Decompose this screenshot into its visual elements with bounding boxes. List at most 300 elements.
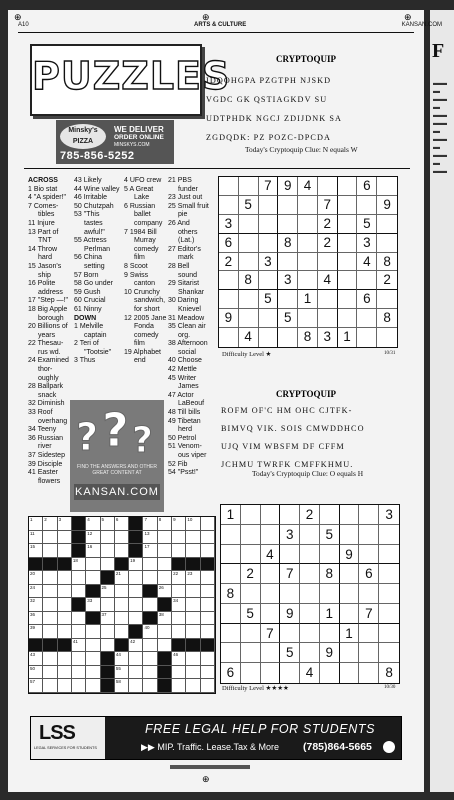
sudoku-cell[interactable] [300,525,320,545]
crossword-cell[interactable] [43,531,57,545]
crossword-cell[interactable] [129,612,143,626]
minskys-ad[interactable] [56,120,174,164]
crossword-cell[interactable] [172,585,186,599]
sudoku-cell[interactable] [280,545,300,565]
sudoku-cell[interactable] [379,525,399,545]
sudoku-cell[interactable] [320,584,340,604]
sudoku-cell[interactable]: 9 [377,196,397,215]
sudoku-cell[interactable] [278,290,298,309]
crossword-cell[interactable] [143,531,157,545]
crossword-cell[interactable] [101,625,115,639]
crossword-cell[interactable] [186,652,200,666]
sudoku-cell[interactable] [298,234,318,253]
crossword-cell[interactable] [29,585,43,599]
sudoku-cell[interactable] [261,525,281,545]
crossword-cell[interactable] [43,571,57,585]
sudoku-cell[interactable] [338,177,358,196]
crossword-cell[interactable] [86,598,100,612]
sudoku-cell[interactable]: 6 [221,663,241,683]
sudoku-cell[interactable] [298,215,318,234]
crossword-cell[interactable] [186,598,200,612]
crossword-cell[interactable] [201,666,215,680]
crossword-cell[interactable] [186,544,200,558]
sudoku-cell[interactable]: 7 [259,177,279,196]
sudoku-cell[interactable] [278,215,298,234]
sudoku-cell[interactable]: 5 [278,309,298,328]
sudoku-cell[interactable] [377,328,397,347]
sudoku-cell[interactable] [300,584,320,604]
sudoku-cell[interactable]: 8 [385,665,393,681]
crossword-cell[interactable] [72,652,86,666]
crossword-cell[interactable] [201,598,215,612]
sudoku-cell[interactable] [298,196,318,215]
sudoku-cell[interactable]: 9 [280,604,300,624]
crossword-cell[interactable] [43,612,57,626]
crossword-cell[interactable] [186,517,200,531]
crossword-cell[interactable] [58,666,72,680]
sudoku-cell[interactable] [340,564,360,584]
crossword-cell[interactable] [186,666,200,680]
sudoku-cell[interactable]: 8 [221,584,241,604]
sudoku-cell[interactable]: 2 [318,215,338,234]
sudoku-cell[interactable] [239,177,259,196]
kansan-ad[interactable] [70,400,164,512]
crossword-cell[interactable] [158,558,172,572]
crossword-cell[interactable] [72,558,86,572]
sudoku-cell[interactable] [241,525,261,545]
sudoku-cell[interactable] [298,271,318,290]
sudoku-cell[interactable] [278,328,298,347]
sudoku-cell[interactable]: 4 [357,253,377,272]
sudoku-cell[interactable]: 3 [280,525,300,545]
sudoku-cell[interactable] [261,564,281,584]
sudoku-cell[interactable] [259,215,279,234]
crossword-cell[interactable] [143,598,157,612]
crossword-cell[interactable] [29,625,43,639]
sudoku-cell[interactable] [340,663,360,683]
crossword-cell[interactable] [29,544,43,558]
crossword-cell[interactable] [115,544,129,558]
sudoku-cell[interactable] [278,253,298,272]
crossword-cell[interactable] [58,625,72,639]
crossword-cell[interactable] [115,625,129,639]
crossword-cell[interactable] [172,612,186,626]
sudoku-cell[interactable]: 7 [359,604,379,624]
crossword-cell[interactable] [43,679,57,693]
crossword-cell[interactable] [58,531,72,545]
sudoku-cell[interactable]: 8 [239,271,259,290]
crossword-cell[interactable] [29,679,43,693]
sudoku-cell[interactable] [221,643,241,663]
crossword-cell[interactable] [86,679,100,693]
crossword-cell[interactable] [72,625,86,639]
crossword-cell[interactable] [158,585,172,599]
sudoku-cell[interactable]: 3 [379,505,399,525]
crossword-cell[interactable] [86,652,100,666]
sudoku-cell[interactable]: 1 [340,624,360,644]
crossword-cell[interactable] [58,652,72,666]
sudoku-cell[interactable]: 5 [259,290,279,309]
sudoku-cell[interactable] [359,505,379,525]
crossword-cell[interactable] [143,517,157,531]
sudoku-cell[interactable] [377,234,397,253]
crossword-cell[interactable] [172,666,186,680]
sudoku-cell[interactable]: 2 [377,271,397,290]
crossword-cell[interactable] [201,652,215,666]
crossword-cell[interactable] [101,612,115,626]
crossword-cell[interactable] [201,571,215,585]
crossword-cell[interactable] [58,544,72,558]
sudoku-cell[interactable] [318,177,338,196]
sudoku-cell[interactable] [338,234,358,253]
sudoku-cell[interactable] [261,505,281,525]
crossword-cell[interactable] [101,517,115,531]
sudoku-cell[interactable] [280,624,300,644]
crossword-cell[interactable] [201,544,215,558]
sudoku-cell[interactable]: 3 [357,234,377,253]
sudoku-cell[interactable] [280,663,300,683]
crossword-cell[interactable] [129,666,143,680]
sudoku-cell[interactable] [320,624,340,644]
crossword-cell[interactable] [172,544,186,558]
sudoku-cell[interactable]: 5 [357,215,377,234]
crossword-cell[interactable] [143,625,157,639]
crossword-cell[interactable] [115,666,129,680]
crossword-cell[interactable] [43,625,57,639]
sudoku-cell[interactable] [357,271,377,290]
crossword-cell[interactable] [158,517,172,531]
crossword-cell[interactable] [29,652,43,666]
sudoku-cell[interactable] [239,215,259,234]
ad-site-link[interactable]: KANSAN.COM [75,486,159,498]
crossword-cell[interactable] [29,612,43,626]
sudoku-cell[interactable]: 8 [298,328,318,347]
sudoku-cell[interactable] [261,604,281,624]
sudoku-cell[interactable]: 4 [318,271,338,290]
sudoku-cell[interactable] [357,328,377,347]
sudoku-cell[interactable] [340,604,360,624]
crossword-cell[interactable] [29,531,43,545]
crossword-cell[interactable] [58,585,72,599]
sudoku-cell[interactable] [359,624,379,644]
sudoku-cell[interactable] [359,525,379,545]
sudoku-cell[interactable] [259,271,279,290]
sudoku-cell[interactable] [219,290,239,309]
sudoku-cell[interactable]: 7 [280,564,300,584]
crossword-cell[interactable] [158,531,172,545]
sudoku-cell[interactable]: 2 [318,234,338,253]
crossword-cell[interactable] [101,544,115,558]
sudoku-cell[interactable]: 5 [280,643,300,663]
crossword-cell[interactable] [115,585,129,599]
crossword-cell[interactable] [186,679,200,693]
sudoku-cell[interactable] [219,196,239,215]
sudoku-cell[interactable]: 1 [338,328,358,347]
crossword-cell[interactable] [143,679,157,693]
crossword-cell[interactable] [129,585,143,599]
crossword-cell[interactable] [172,571,186,585]
sudoku-cell[interactable] [241,505,261,525]
sudoku-cell[interactable] [359,584,379,604]
sudoku-cell[interactable] [357,309,377,328]
sudoku-cell[interactable] [221,525,241,545]
crossword-cell[interactable] [58,612,72,626]
sudoku-cell[interactable] [259,234,279,253]
sudoku-cell[interactable] [259,309,279,328]
crossword-cell[interactable] [172,625,186,639]
sudoku-cell[interactable] [259,196,279,215]
crossword-cell[interactable] [172,531,186,545]
crossword-cell[interactable] [115,612,129,626]
sudoku-cell[interactable] [300,564,320,584]
sudoku-cell[interactable]: 4 [239,328,259,347]
crossword-cell[interactable] [101,558,115,572]
sudoku-cell[interactable] [338,253,358,272]
sudoku-cell[interactable]: 9 [320,643,340,663]
crossword-cell[interactable] [158,625,172,639]
crossword-cell[interactable] [43,517,57,531]
sudoku-cell[interactable] [239,253,259,272]
sudoku-cell[interactable] [241,584,261,604]
sudoku-cell[interactable] [338,290,358,309]
crossword-cell[interactable] [86,544,100,558]
sudoku-cell[interactable]: 2 [241,564,261,584]
crossword-cell[interactable] [201,517,215,531]
sudoku-cell[interactable] [219,177,239,196]
sudoku-cell[interactable] [359,663,379,683]
sudoku-cell[interactable] [221,545,241,565]
crossword-cell[interactable] [86,517,100,531]
sudoku-cell[interactable] [320,663,340,683]
crossword-cell[interactable] [72,612,86,626]
crossword-cell[interactable] [101,639,115,653]
crossword-cell[interactable] [58,571,72,585]
sudoku-cell[interactable] [259,328,279,347]
sudoku-cell[interactable] [318,253,338,272]
sudoku-cell[interactable] [318,309,338,328]
crossword-cell[interactable] [129,679,143,693]
sudoku-cell[interactable] [300,643,320,663]
crossword-cell[interactable] [86,639,100,653]
crossword-cell[interactable] [201,625,215,639]
crossword-cell[interactable] [158,612,172,626]
sudoku-cell[interactable]: 5 [320,525,340,545]
sudoku-cell[interactable]: 8 [320,564,340,584]
sudoku-cell[interactable] [359,545,379,565]
sudoku-cell[interactable] [377,215,397,234]
sudoku-cell[interactable]: 3 [318,328,338,347]
crossword-cell[interactable] [143,652,157,666]
crossword-cell[interactable] [43,598,57,612]
sudoku-cell[interactable] [280,584,300,604]
crossword-cell[interactable] [201,612,215,626]
crossword-cell[interactable] [172,679,186,693]
crossword-cell[interactable] [158,571,172,585]
sudoku-cell[interactable] [300,545,320,565]
sudoku-cell[interactable]: 5 [241,604,261,624]
sudoku-cell[interactable] [338,215,358,234]
crossword-cell[interactable] [201,679,215,693]
crossword-cell[interactable] [86,531,100,545]
sudoku-cell[interactable] [377,290,397,309]
crossword-cell[interactable] [186,571,200,585]
sudoku-cell[interactable] [300,624,320,644]
crossword-cell[interactable] [129,639,143,653]
sudoku-cell[interactable] [379,643,399,663]
crossword-cell[interactable] [172,598,186,612]
sudoku-cell[interactable]: 3 [219,215,239,234]
crossword-cell[interactable] [29,517,43,531]
crossword-cell[interactable] [43,652,57,666]
crossword-cell[interactable] [101,531,115,545]
crossword-cell[interactable] [72,666,86,680]
sudoku-cell[interactable]: 4 [300,663,320,683]
crossword-cell[interactable] [115,679,129,693]
crossword-cell[interactable] [129,598,143,612]
sudoku-cell[interactable] [221,604,241,624]
crossword-cell[interactable] [29,598,43,612]
sudoku-cell[interactable]: 9 [278,177,298,196]
sudoku-cell[interactable]: 1 [221,505,241,525]
crossword-cell[interactable] [115,652,129,666]
sudoku-cell[interactable] [340,643,360,663]
sudoku-cell[interactable]: 8 [278,234,298,253]
crossword-cell[interactable] [129,558,143,572]
crossword-cell[interactable] [129,571,143,585]
sudoku-cell[interactable] [239,290,259,309]
sudoku-cell[interactable] [318,290,338,309]
crossword-cell[interactable] [186,531,200,545]
sudoku-cell[interactable] [241,643,261,663]
sudoku-cell[interactable] [340,584,360,604]
sudoku-cell[interactable]: 3 [278,271,298,290]
crossword-cell[interactable] [43,544,57,558]
sudoku-cell[interactable]: 5 [239,196,259,215]
sudoku-cell[interactable] [241,624,261,644]
sudoku-grid-1[interactable] [218,176,398,348]
crossword-cell[interactable] [158,544,172,558]
sudoku-cell[interactable]: 9 [340,545,360,565]
sudoku-cell[interactable] [280,505,300,525]
sudoku-cell[interactable] [379,624,399,644]
sudoku-cell[interactable]: 3 [259,253,279,272]
crossword-cell[interactable] [129,652,143,666]
sudoku-cell[interactable] [261,643,281,663]
sudoku-cell[interactable]: 7 [318,196,338,215]
sudoku-cell[interactable] [357,196,377,215]
crossword-cell[interactable] [143,639,157,653]
crossword-cell[interactable] [72,679,86,693]
sudoku-cell[interactable] [261,584,281,604]
crossword-cell[interactable] [143,558,157,572]
crossword-cell[interactable] [115,598,129,612]
crossword-cell[interactable] [101,585,115,599]
crossword-cell[interactable] [143,544,157,558]
banner-phone[interactable]: (785)864-5665 [303,741,372,753]
sudoku-cell[interactable] [241,663,261,683]
sudoku-cell[interactable] [219,328,239,347]
sudoku-cell[interactable]: 9 [219,309,239,328]
lss-banner-ad[interactable] [30,716,402,760]
crossword-cell[interactable] [72,639,86,653]
crossword-cell[interactable] [186,625,200,639]
sudoku-cell[interactable] [320,505,340,525]
sudoku-cell[interactable] [379,584,399,604]
sudoku-cell[interactable] [261,663,281,683]
crossword-cell[interactable] [143,571,157,585]
crossword-cell[interactable] [29,571,43,585]
sudoku-cell[interactable] [241,545,261,565]
crossword-cell[interactable] [115,571,129,585]
sudoku-cell[interactable]: 6 [219,234,239,253]
sudoku-cell[interactable] [221,624,241,644]
crossword-cell[interactable] [72,585,86,599]
sudoku-cell[interactable]: 6 [359,564,379,584]
crossword-cell[interactable] [101,598,115,612]
crossword-cell[interactable] [201,531,215,545]
sudoku-cell[interactable]: 8 [377,309,397,328]
sudoku-cell[interactable] [377,177,397,196]
sudoku-cell[interactable]: 1 [320,604,340,624]
sudoku-cell[interactable] [239,309,259,328]
sudoku-cell[interactable] [359,643,379,663]
crossword-cell[interactable] [72,571,86,585]
sudoku-cell[interactable] [338,309,358,328]
sudoku-cell[interactable]: 4 [261,545,281,565]
sudoku-cell[interactable] [278,196,298,215]
crossword-cell[interactable] [186,612,200,626]
sudoku-cell[interactable]: 1 [298,290,318,309]
sudoku-cell[interactable]: 2 [300,505,320,525]
sudoku-cell[interactable] [379,564,399,584]
crossword-cell[interactable] [58,517,72,531]
sudoku-cell[interactable] [298,253,318,272]
sudoku-cell[interactable]: 2 [219,253,239,272]
sudoku-cell[interactable]: 7 [261,624,281,644]
sudoku-cell[interactable] [340,505,360,525]
sudoku-grid-2[interactable] [220,504,400,684]
sudoku-cell[interactable] [320,545,340,565]
sudoku-cell[interactable] [379,604,399,624]
crossword-cell[interactable] [86,666,100,680]
crossword-cell[interactable] [115,531,129,545]
crossword-cell[interactable] [172,652,186,666]
sudoku-cell[interactable]: 6 [357,290,377,309]
sudoku-cell[interactable] [300,604,320,624]
sudoku-cell[interactable] [338,196,358,215]
crossword-cell[interactable] [86,558,100,572]
crossword-cell[interactable] [172,517,186,531]
crossword-grid[interactable] [28,516,216,694]
crossword-cell[interactable] [58,679,72,693]
sudoku-cell[interactable] [298,309,318,328]
crossword-cell[interactable] [58,598,72,612]
crossword-cell[interactable] [86,571,100,585]
sudoku-cell[interactable] [338,271,358,290]
crossword-cell[interactable] [43,585,57,599]
crossword-cell[interactable] [43,666,57,680]
sudoku-cell[interactable] [379,545,399,565]
sudoku-cell[interactable]: 6 [357,177,377,196]
sudoku-cell[interactable]: 4 [298,177,318,196]
crossword-cell[interactable] [86,625,100,639]
sudoku-cell[interactable] [219,271,239,290]
crossword-cell[interactable] [115,517,129,531]
crossword-cell[interactable] [143,666,157,680]
sudoku-cell[interactable] [239,234,259,253]
crossword-cell[interactable] [186,585,200,599]
sudoku-cell[interactable]: 8 [377,253,397,272]
